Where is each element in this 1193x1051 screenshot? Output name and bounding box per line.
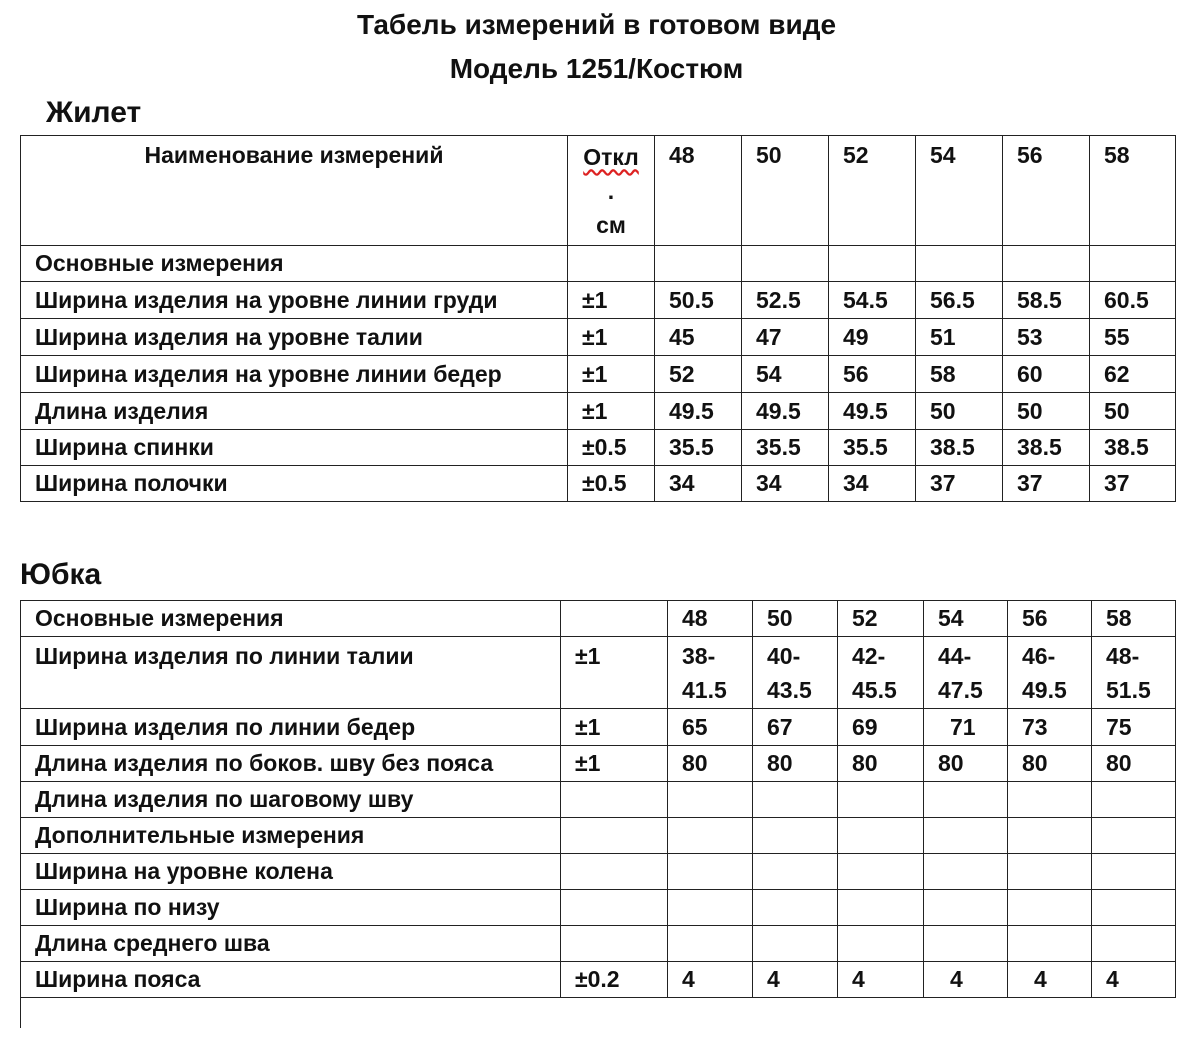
measurement-name: Ширина изделия на уровне талии — [21, 319, 568, 356]
value-cell: 35.5 — [742, 430, 829, 466]
value-cell: 80 — [924, 746, 1008, 782]
deviation-cell: ±1 — [568, 319, 655, 356]
value-cell: 49.5 — [655, 393, 742, 430]
column-header-deviation — [568, 136, 655, 246]
table-row — [21, 926, 1176, 962]
value-cell — [924, 782, 1008, 818]
value-cell — [753, 818, 838, 854]
value-cell: 44-47.5 — [924, 637, 1008, 709]
value-cell: 52 — [655, 356, 742, 393]
value-cell: 34 — [742, 466, 829, 502]
value-cell: 46-49.5 — [1008, 637, 1092, 709]
vest-section-title: Жилет — [46, 96, 142, 129]
value-cell — [1008, 890, 1092, 926]
value-cell: 80 — [838, 746, 924, 782]
deviation-header-line1: Откл — [583, 143, 639, 170]
vest-measurements-table — [20, 135, 1176, 502]
value-cell: 38-41.5 — [668, 637, 753, 709]
value-cell: 4 — [1092, 962, 1176, 998]
value-cell: 4 — [668, 962, 753, 998]
value-cell: 49.5 — [829, 393, 916, 430]
table-row — [21, 319, 1176, 356]
value-cell — [753, 890, 838, 926]
deviation-cell: ±1 — [568, 393, 655, 430]
value-cell: 35.5 — [655, 430, 742, 466]
measurement-name: Основные измерения — [21, 246, 568, 282]
deviation-cell: ±0.2 — [561, 962, 668, 998]
value-cell — [838, 854, 924, 890]
deviation-cell: ±1 — [568, 282, 655, 319]
value-cell: 53 — [1003, 319, 1090, 356]
table-row — [21, 962, 1176, 998]
value-cell: 52.5 — [742, 282, 829, 319]
value-cell: 38.5 — [1003, 430, 1090, 466]
value-cell: 4 — [753, 962, 838, 998]
table-row — [21, 709, 1176, 746]
measurement-name: Ширина по низу — [21, 890, 561, 926]
value-cell — [1008, 926, 1092, 962]
value-cell — [753, 782, 838, 818]
value-cell: 37 — [916, 466, 1003, 502]
value-cell — [838, 818, 924, 854]
column-header-size: 48 — [668, 601, 753, 637]
value-cell: 80 — [1008, 746, 1092, 782]
value-cell: 80 — [668, 746, 753, 782]
table-row — [21, 782, 1176, 818]
value-cell — [1092, 890, 1176, 926]
value-cell — [668, 890, 753, 926]
value-cell: 34 — [655, 466, 742, 502]
measurement-name: Длина изделия по шаговому шву — [21, 782, 561, 818]
value-cell: 40-43.5 — [753, 637, 838, 709]
column-header-name: Наименование измерений — [21, 136, 568, 246]
measurement-name: Ширина спинки — [21, 430, 568, 466]
value-cell — [838, 890, 924, 926]
skirt-section-title: Юбка — [20, 558, 102, 591]
value-cell — [753, 854, 838, 890]
value-cell — [668, 818, 753, 854]
value-cell: 42-45.5 — [838, 637, 924, 709]
table-row — [21, 637, 1176, 709]
value-cell — [1008, 782, 1092, 818]
deviation-cell: ±1 — [568, 356, 655, 393]
value-cell — [668, 926, 753, 962]
column-header-size: 56 — [1003, 136, 1090, 246]
measurement-name: Ширина изделия на уровне линии бедер — [21, 356, 568, 393]
skirt-header-row — [21, 601, 1176, 637]
column-header-size: 52 — [829, 136, 916, 246]
column-header-size: 58 — [1092, 601, 1176, 637]
value-cell: 47 — [742, 319, 829, 356]
value-cell: 73 — [1008, 709, 1092, 746]
column-header-size: 50 — [742, 136, 829, 246]
value-cell: 48-51.5 — [1092, 637, 1176, 709]
value-cell: 60 — [1003, 356, 1090, 393]
value-cell — [1092, 782, 1176, 818]
value-cell — [1003, 246, 1090, 282]
value-cell — [829, 246, 916, 282]
value-cell: 50 — [916, 393, 1003, 430]
document-subtitle: Модель 1251/Костюм — [449, 53, 744, 84]
deviation-cell — [561, 890, 668, 926]
value-cell: 50 — [1003, 393, 1090, 430]
deviation-cell: ±1 — [561, 746, 668, 782]
value-cell — [924, 926, 1008, 962]
column-header-deviation — [561, 601, 668, 637]
value-cell: 80 — [753, 746, 838, 782]
value-cell — [668, 782, 753, 818]
table-row — [21, 356, 1176, 393]
document-title: Табель измерений в готовом виде — [356, 9, 837, 40]
value-cell: 50.5 — [655, 282, 742, 319]
value-cell — [753, 926, 838, 962]
value-cell: 56 — [829, 356, 916, 393]
table-row — [21, 282, 1176, 319]
value-cell: 4 — [1008, 962, 1092, 998]
deviation-cell — [561, 926, 668, 962]
value-cell — [924, 818, 1008, 854]
value-cell — [1090, 246, 1176, 282]
deviation-cell — [568, 246, 655, 282]
deviation-cell: ±1 — [561, 709, 668, 746]
measurement-name: Ширина изделия на уровне линии груди — [21, 282, 568, 319]
deviation-header-line3: см — [596, 211, 626, 238]
deviation-cell — [561, 854, 668, 890]
value-cell — [916, 246, 1003, 282]
deviation-header-line2: . — [607, 177, 615, 204]
measurement-name: Ширина полочки — [21, 466, 568, 502]
column-header-size: 50 — [753, 601, 838, 637]
value-cell: 4 — [838, 962, 924, 998]
value-cell: 80 — [1092, 746, 1176, 782]
table-row — [21, 746, 1176, 782]
measurement-name: Ширина на уровне колена — [21, 854, 561, 890]
deviation-cell: ±0.5 — [568, 430, 655, 466]
value-cell: 58 — [916, 356, 1003, 393]
column-header-size: 54 — [916, 136, 1003, 246]
value-cell: 75 — [1092, 709, 1176, 746]
value-cell — [1008, 818, 1092, 854]
value-cell: 56.5 — [916, 282, 1003, 319]
page-margin-line — [20, 998, 21, 1028]
value-cell: 4 — [924, 962, 1008, 998]
value-cell: 37 — [1090, 466, 1176, 502]
table-row — [21, 430, 1176, 466]
value-cell: 65 — [668, 709, 753, 746]
value-cell: 50 — [1090, 393, 1176, 430]
table-row — [21, 466, 1176, 502]
value-cell: 54.5 — [829, 282, 916, 319]
deviation-cell: ±1 — [561, 637, 668, 709]
measurement-name: Длина изделия — [21, 393, 568, 430]
value-cell: 58.5 — [1003, 282, 1090, 319]
value-cell — [1092, 926, 1176, 962]
value-cell — [1092, 854, 1176, 890]
value-cell: 49.5 — [742, 393, 829, 430]
value-cell: 60.5 — [1090, 282, 1176, 319]
column-header-size: 56 — [1008, 601, 1092, 637]
value-cell: 45 — [655, 319, 742, 356]
column-header-name: Основные измерения — [21, 601, 561, 637]
value-cell: 37 — [1003, 466, 1090, 502]
value-cell — [668, 854, 753, 890]
column-header-size: 48 — [655, 136, 742, 246]
value-cell: 67 — [753, 709, 838, 746]
deviation-cell — [561, 818, 668, 854]
value-cell: 55 — [1090, 319, 1176, 356]
value-cell: 51 — [916, 319, 1003, 356]
value-cell — [838, 926, 924, 962]
table-row — [21, 818, 1176, 854]
value-cell: 54 — [742, 356, 829, 393]
value-cell — [1008, 854, 1092, 890]
value-cell: 38.5 — [1090, 430, 1176, 466]
value-cell — [742, 246, 829, 282]
vest-header-row — [21, 136, 1176, 246]
value-cell — [655, 246, 742, 282]
value-cell: 38.5 — [916, 430, 1003, 466]
measurement-name: Дополнительные измерения — [21, 818, 561, 854]
measurement-name: Ширина изделия по линии бедер — [21, 709, 561, 746]
column-header-size: 54 — [924, 601, 1008, 637]
value-cell: 71 — [924, 709, 1008, 746]
value-cell: 62 — [1090, 356, 1176, 393]
table-row — [21, 393, 1176, 430]
table-row — [21, 246, 1176, 282]
measurement-name: Длина изделия по боков. шву без пояса — [21, 746, 561, 782]
column-header-size: 52 — [838, 601, 924, 637]
column-header-size: 58 — [1090, 136, 1176, 246]
table-row — [21, 854, 1176, 890]
measurement-name: Длина среднего шва — [21, 926, 561, 962]
deviation-cell — [561, 782, 668, 818]
value-cell: 35.5 — [829, 430, 916, 466]
deviation-cell: ±0.5 — [568, 466, 655, 502]
value-cell — [1092, 818, 1176, 854]
value-cell — [924, 854, 1008, 890]
skirt-measurements-table — [20, 600, 1176, 998]
value-cell: 69 — [838, 709, 924, 746]
measurement-name: Ширина пояса — [21, 962, 561, 998]
value-cell: 34 — [829, 466, 916, 502]
value-cell — [924, 890, 1008, 926]
value-cell — [838, 782, 924, 818]
value-cell: 49 — [829, 319, 916, 356]
table-row — [21, 890, 1176, 926]
measurement-name: Ширина изделия по линии талии — [21, 637, 561, 709]
